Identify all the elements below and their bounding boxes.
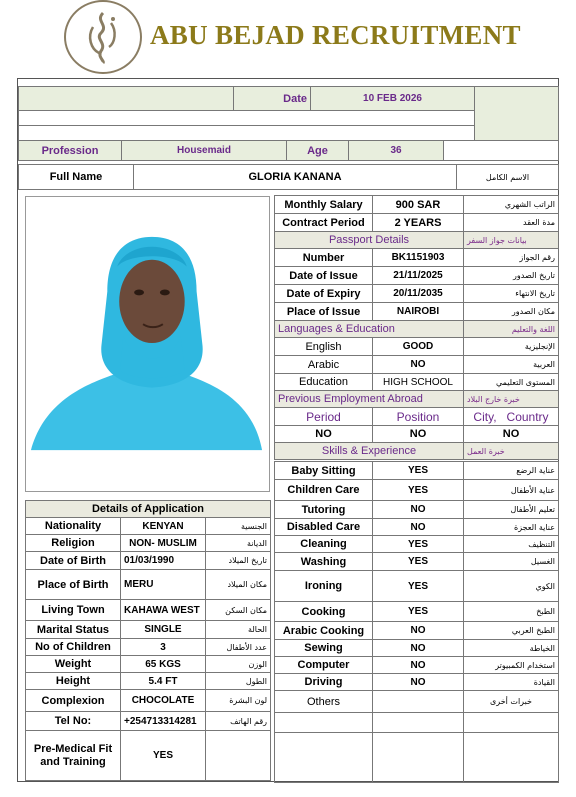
skill-ar: التنظيف (464, 536, 559, 553)
date-of-birth-value: 01/03/1990 (121, 552, 206, 570)
date-of-expiry-value: 20/11/2035 (373, 285, 464, 303)
company-name: ABU BEJAD RECRUITMENT (150, 20, 521, 50)
nationality-value: KENYAN (121, 518, 206, 535)
religion-label: Religion (26, 535, 121, 552)
applicant-portrait-image (26, 197, 269, 491)
skill-value: YES (373, 602, 464, 622)
skill-label: Cleaning (275, 536, 373, 553)
english-value: GOOD (373, 338, 464, 356)
children-ar: عدد الأطفال (206, 639, 271, 656)
skill-ar: عناية الأطفال (464, 480, 559, 501)
english-ar: الإنجليزية (464, 338, 559, 356)
skill-value: NO (373, 674, 464, 691)
contract-period-ar: مدة العقد (464, 214, 559, 232)
skill-ar: الخياطة (464, 640, 559, 657)
skill-ar: الكوي (464, 571, 559, 602)
education-ar: المستوى التعليمي (464, 374, 559, 391)
tel-label: Tel No: (26, 712, 121, 731)
monthly-salary-label: Monthly Salary (275, 196, 373, 214)
premedical-label: Pre-Medical Fit and Training (26, 731, 121, 781)
city-country-header: City, Country (464, 408, 559, 426)
tel-ar: رقم الهاتف (206, 712, 271, 731)
place-of-birth-ar: مكان الميلاد (206, 570, 271, 600)
contract-period-value: 2 YEARS (373, 214, 464, 232)
skill-value: YES (373, 571, 464, 602)
skill-label: Baby Sitting (275, 462, 373, 480)
skill-label: Cooking (275, 602, 373, 622)
skill-value: NO (373, 501, 464, 519)
skill-value: YES (373, 553, 464, 571)
skills-table (274, 461, 559, 783)
place-of-issue-label: Place of Issue (275, 303, 373, 321)
applicant-photo (25, 196, 270, 492)
skill-value: YES (373, 536, 464, 553)
skill-ar: الطبخ العربي (464, 622, 559, 640)
marital-status-label: Marital Status (26, 621, 121, 639)
height-ar: الطول (206, 673, 271, 690)
skill-ar: تعليم الأطفال (464, 501, 559, 519)
skill-value (373, 691, 464, 713)
skill-label: Arabic Cooking (275, 622, 373, 640)
full-name-value: GLORIA KANANA (134, 165, 457, 190)
fullname-table (18, 164, 559, 190)
complexion-ar: لون البشرة (206, 690, 271, 712)
date-of-birth-label: Date of Birth (26, 552, 121, 570)
skill-value: NO (373, 657, 464, 674)
place-of-issue-ar: مكان الصدور (464, 303, 559, 321)
age-value: 36 (349, 141, 444, 161)
english-label: English (275, 338, 373, 356)
skill-label: Tutoring (275, 501, 373, 519)
weight-label: Weight (26, 656, 121, 673)
calligraphy-logo-icon (73, 7, 133, 67)
skill-ar: الطبخ (464, 602, 559, 622)
languages-section-ar: اللغة والتعليم (464, 321, 559, 338)
skill-label: Driving (275, 674, 373, 691)
skill-ar: عناية الرضع (464, 462, 559, 480)
complexion-label: Complexion (26, 690, 121, 712)
skill-label: Children Care (275, 480, 373, 501)
place-of-birth-value: MERU (121, 570, 206, 600)
tel-value: +254713314281 (121, 712, 206, 731)
experience-section-ar: خبرة خارج البلاد (464, 391, 559, 408)
place-of-issue-value: NAIROBI (373, 303, 464, 321)
living-town-label: Living Town (26, 600, 121, 621)
marital-status-value: SINGLE (121, 621, 206, 639)
period-header: Period (275, 408, 373, 426)
full-name-ar: الاسم الكامل (457, 165, 559, 190)
experience-section-title: Previous Employment Abroad (275, 391, 464, 408)
passport-number-ar: رقم الجواز (464, 249, 559, 267)
date-value: 10 FEB 2026 (311, 87, 475, 111)
profession-table (18, 140, 559, 161)
children-value: 3 (121, 639, 206, 656)
contract-passport-table (274, 195, 559, 460)
application-section-title: Details of Application (26, 501, 271, 518)
education-label: Education (275, 374, 373, 391)
contract-period-label: Contract Period (275, 214, 373, 232)
living-town-ar: مكان السكن (206, 600, 271, 621)
skills-section-title: Skills & Experience (275, 443, 464, 460)
religion-ar: الديانة (206, 535, 271, 552)
date-of-birth-ar: تاريخ الميلاد (206, 552, 271, 570)
company-logo (64, 0, 142, 74)
weight-ar: الوزن (206, 656, 271, 673)
height-label: Height (26, 673, 121, 690)
date-of-issue-label: Date of Issue (275, 267, 373, 285)
education-value: HIGH SCHOOL (373, 374, 464, 391)
monthly-salary-value: 900 SAR (373, 196, 464, 214)
skill-value: NO (373, 640, 464, 657)
skill-ar: الغسيل (464, 553, 559, 571)
languages-section-title: Languages & Education (275, 321, 464, 338)
application-table (25, 500, 271, 781)
skill-ar: استخدام الكمبيوتر (464, 657, 559, 674)
skill-label: Disabled Care (275, 519, 373, 536)
height-value: 5.4 FT (121, 673, 206, 690)
passport-number-label: Number (275, 249, 373, 267)
skill-label: Sewing (275, 640, 373, 657)
nationality-label: Nationality (26, 518, 121, 535)
skill-value: YES (373, 462, 464, 480)
skills-section-ar: خبرة العمل (464, 443, 559, 460)
marital-status-ar: الحالة (206, 621, 271, 639)
skill-label: Computer (275, 657, 373, 674)
children-label: No of Children (26, 639, 121, 656)
skill-label: Washing (275, 553, 373, 571)
monthly-salary-ar: الراتب الشهري (464, 196, 559, 214)
passport-section-ar: بيانات جواز السفر (464, 232, 559, 249)
age-label: Age (287, 141, 349, 161)
skill-ar: القيادة (464, 674, 559, 691)
date-of-expiry-ar: تاريخ الانتهاء (464, 285, 559, 303)
skill-label: Ironing (275, 571, 373, 602)
skill-ar: عناية العجزة (464, 519, 559, 536)
date-of-expiry-label: Date of Expiry (275, 285, 373, 303)
arabic-label: Arabic (275, 356, 373, 374)
arabic-value: NO (373, 356, 464, 374)
period-value: NO (275, 426, 373, 443)
passport-number-value: BK1151903 (373, 249, 464, 267)
arabic-ar: العربية (464, 356, 559, 374)
skill-label: Others (275, 691, 373, 713)
complexion-value: CHOCOLATE (121, 690, 206, 712)
date-label: Date (234, 87, 311, 111)
nationality-ar: الجنسية (206, 518, 271, 535)
skill-value: YES (373, 480, 464, 501)
date-of-issue-ar: تاريخ الصدور (464, 267, 559, 285)
header-table (18, 86, 559, 141)
living-town-value: KAHAWA WEST (121, 600, 206, 621)
position-value: NO (373, 426, 464, 443)
premedical-value: YES (121, 731, 206, 781)
city-country-value: NO (464, 426, 559, 443)
skill-value: NO (373, 519, 464, 536)
religion-value: NON- MUSLIM (121, 535, 206, 552)
profession-value: Housemaid (122, 141, 287, 161)
place-of-birth-label: Place of Birth (26, 570, 121, 600)
position-header: Position (373, 408, 464, 426)
full-name-label: Full Name (19, 165, 134, 190)
profession-label: Profession (19, 141, 122, 161)
date-of-issue-value: 21/11/2025 (373, 267, 464, 285)
passport-section-title: Passport Details (275, 232, 464, 249)
skill-ar: خبرات أخرى (464, 691, 559, 713)
weight-value: 65 KGS (121, 656, 206, 673)
skill-value: NO (373, 622, 464, 640)
